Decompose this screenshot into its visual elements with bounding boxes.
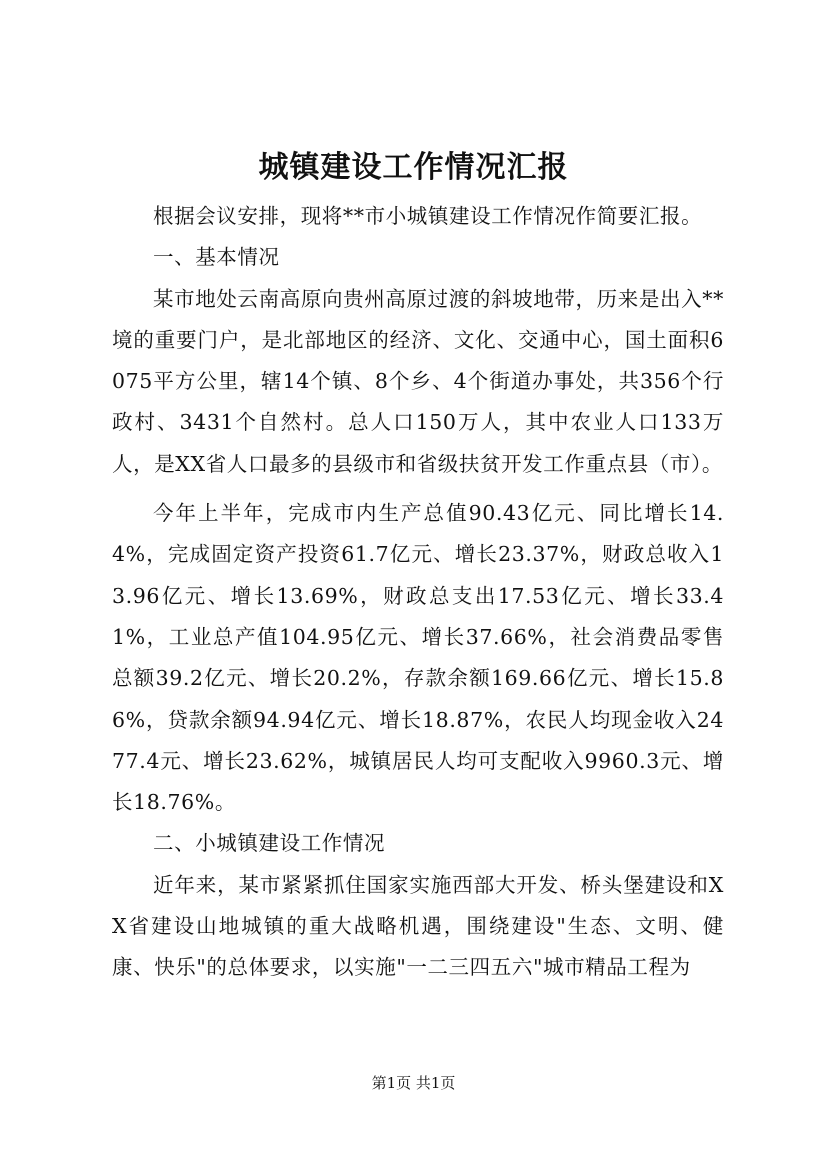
page-number-footer: 第1页 共1页 [371,1074,456,1092]
economic-indicators-paragraph: 今年上半年，完成市内生产总值90.43亿元、同比增长14.4%，完成固定资产投资61.7亿元、增长23.37%，财政总收入13.96亿元、增长13.69%，财政总支出17.53亿元、增长33.41%，工业总产值104.95亿元、增长37.66%，社会消费品零售总额39.2亿元、增长20.2%，存款余额169.66亿元、增长15.86%，贷款余额94.94亿元、增长18.87%，农民人均现金收入2477.4元、增长23.62%，城镇居民人均可支配收入9960.3元、增长18.76%。 [112,501,724,815]
town-construction-paragraph: 近年来，某市紧紧抓住国家实施西部大开发、桥头堡建设和XX省建设山地城镇的重大战略机遇，围绕建设"生态、文明、健康、快乐"的总体要求，以实施"一二三四五六"城市精品工程为 [112,872,724,980]
section-heading-town-construction: 二、小城镇建设工作情况 [153,831,386,856]
document-title: 城镇建设工作情况汇报 [258,150,569,185]
document-body [112,196,724,989]
section-heading-basic-situation: 一、基本情况 [153,245,280,270]
basic-situation-paragraph: 某市地处云南高原向贵州高原过渡的斜坡地带，历来是出入**境的重要门户，是北部地区的经济、文化、交通中心，国土面积6075平方公里，辖14个镇、8个乡、4个街道办事处，共356个行政村、3431个自然村。总人口150万人，其中农业人口133万人，是XX省人口最多的县级市和省级扶贫开发工作重点县（市）。 [112,286,724,476]
intro-paragraph: 根据会议安排，现将**市小城镇建设工作情况作简要汇报。 [153,204,703,228]
